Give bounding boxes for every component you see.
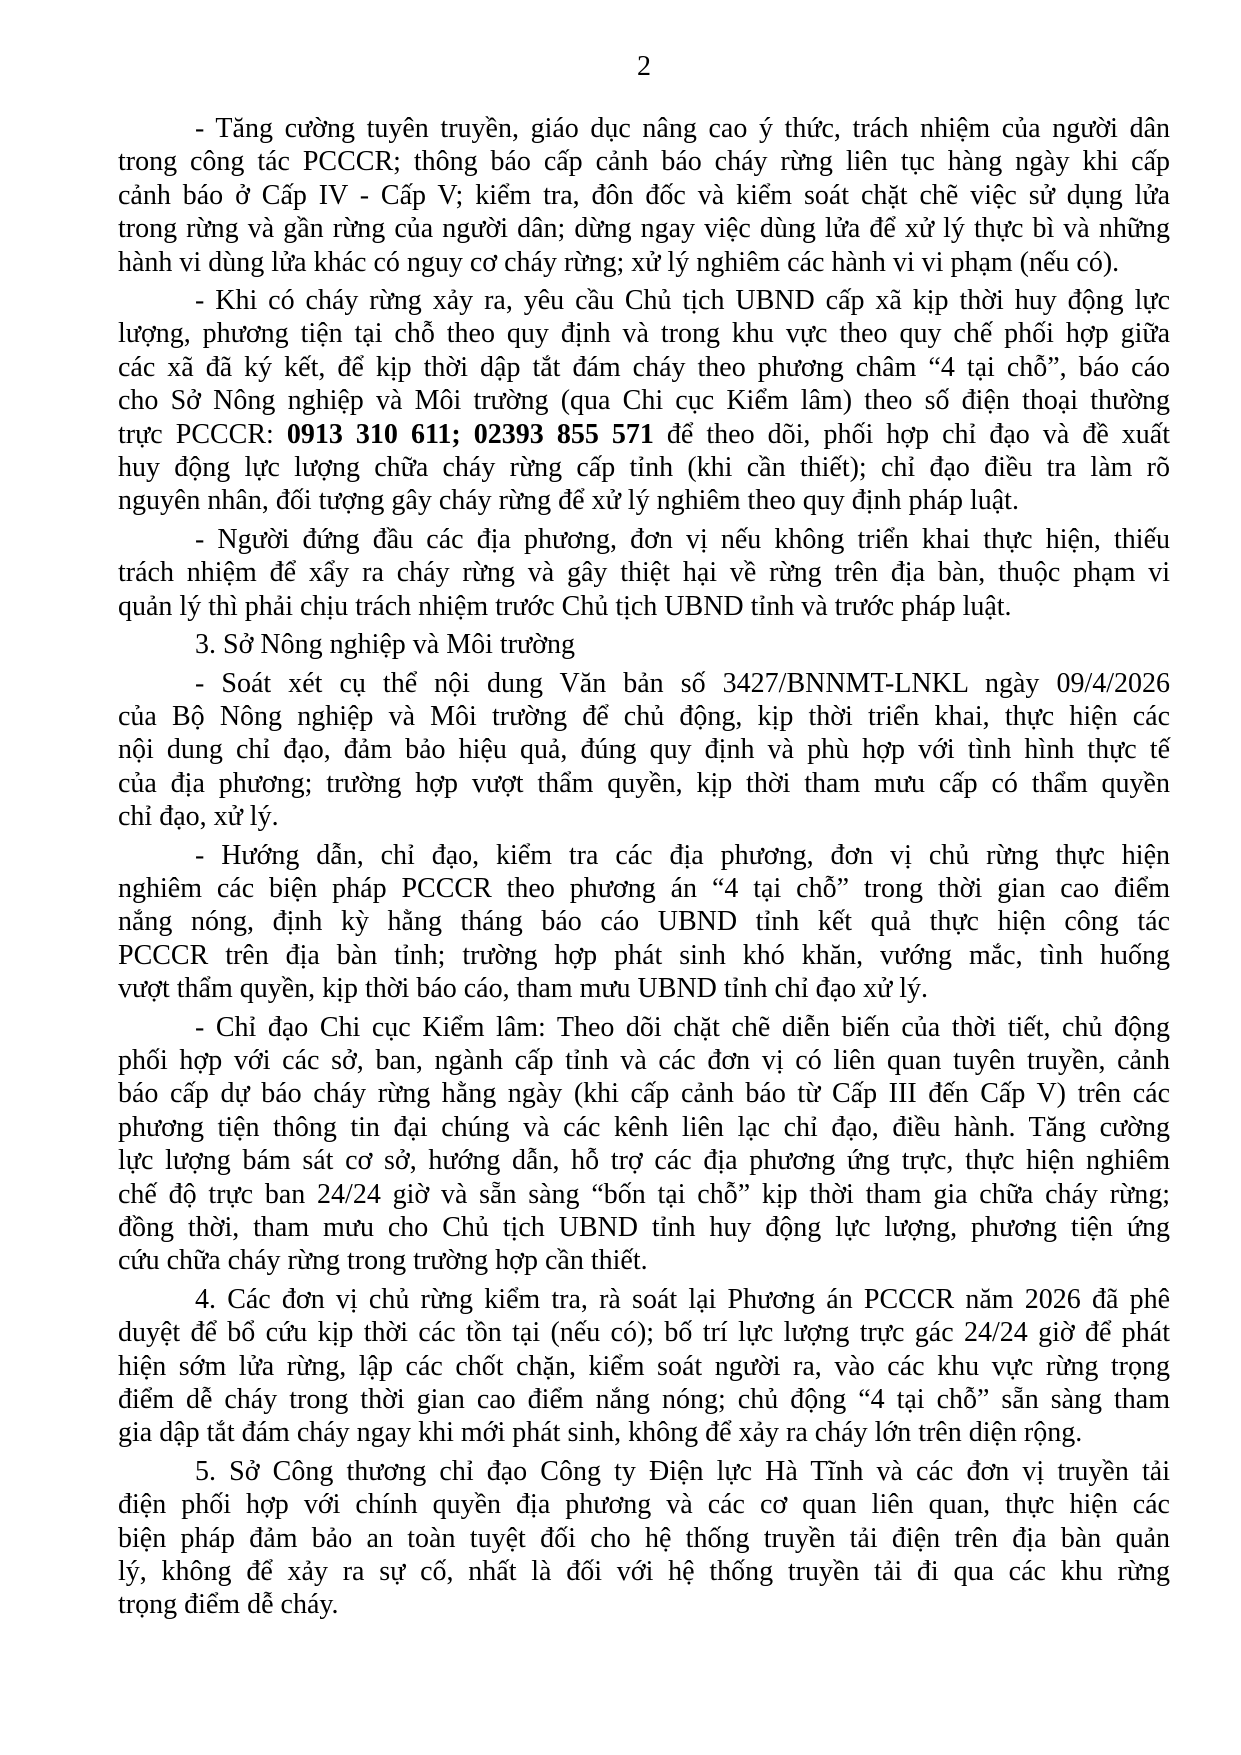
paragraph bbox=[118, 1283, 1170, 1450]
text-segment: các xã đã ký kết, để kịp thời dập tắt đám cháy theo phương châm “4 tại chỗ”, báo cáo bbox=[118, 351, 1170, 383]
text-line bbox=[118, 972, 1170, 1005]
text-segment: duyệt để bổ cứu kịp thời các tồn tại (nếu có); bố trí lực lượng trực gác 24/24 giờ để phát bbox=[118, 1317, 1170, 1349]
text-segment: biện pháp đảm bảo an toàn tuyệt đối cho hệ thống truyền tải điện trên địa bàn quản bbox=[118, 1522, 1170, 1554]
text-segment: huy động lực lượng chữa cháy rừng cấp tỉnh (khi cần thiết); chỉ đạo điều tra làm rõ bbox=[118, 452, 1170, 484]
text-segment: nguyên nhân, đối tượng gây cháy rừng để xử lý nghiêm theo quy định pháp luật. bbox=[118, 485, 1019, 517]
text-line bbox=[118, 1178, 1170, 1211]
text-line bbox=[118, 112, 1170, 145]
text-segment: cảnh báo ở Cấp IV - Cấp V; kiểm tra, đôn đốc và kiểm soát chặt chẽ việc sử dụng lửa bbox=[118, 179, 1170, 211]
text-line bbox=[118, 590, 1170, 623]
text-line bbox=[118, 1111, 1170, 1144]
document-content bbox=[118, 50, 1170, 1627]
text-segment: phương tiện thông tin đại chúng và các kênh liên lạc chỉ đạo, điều hành. Tăng cường bbox=[118, 1111, 1170, 1143]
text-segment: nghiêm các biện pháp PCCCR theo phương án “4 tại chỗ” trong thời gian cao điểm bbox=[118, 872, 1170, 904]
text-segment: - Soát xét cụ thể nội dung Văn bản số 3427/BNNMT-LNKL ngày 09/4/2026 bbox=[195, 667, 1170, 699]
page-number: 2 bbox=[637, 51, 651, 82]
text-line bbox=[118, 556, 1170, 589]
text-segment: của Bộ Nông nghiệp và Môi trường để chủ động, kịp thời triển khai, thực hiện các bbox=[118, 700, 1170, 732]
text-segment: điểm dễ cháy trong thời gian cao điểm nắng nóng; chủ động “4 tại chỗ” sẵn sàng tham bbox=[118, 1384, 1170, 1416]
text-line bbox=[118, 246, 1170, 279]
text-line bbox=[118, 767, 1170, 800]
text-segment: trọng điểm dễ cháy. bbox=[118, 1589, 339, 1621]
text-segment: điện phối hợp với chính quyền địa phương và các cơ quan liên quan, thực hiện các bbox=[118, 1489, 1170, 1521]
text-segment: - Tăng cường tuyên truyền, giáo dục nâng cao ý thức, trách nhiệm của người dân bbox=[195, 113, 1170, 144]
text-segment: hiện sớm lửa rừng, lập các chốt chặn, kiểm soát người ra, vào các khu vực rừng trọng bbox=[118, 1350, 1170, 1382]
text-line bbox=[118, 628, 1170, 661]
text-line bbox=[118, 1588, 1170, 1621]
text-line bbox=[118, 317, 1170, 350]
text-segment: - Người đứng đầu các địa phương, đơn vị nếu không triển khai thực hiện, thiếu bbox=[195, 523, 1170, 555]
paragraph bbox=[118, 628, 1170, 661]
text-segment: hành vi dùng lửa khác có nguy cơ cháy rừng; xử lý nghiêm các hành vi vi phạm (nếu có). bbox=[118, 246, 1120, 278]
text-segment: báo cấp dự báo cháy rừng hằng ngày (khi cấp cảnh báo từ Cấp III đến Cấp V) trên các bbox=[118, 1078, 1170, 1110]
text-line bbox=[118, 1044, 1170, 1077]
text-line bbox=[118, 451, 1170, 484]
document-body bbox=[118, 112, 1170, 1622]
text-segment: trách nhiệm để xẩy ra cháy rừng và gây thiệt hại về rừng trên địa bàn, thuộc phạm vi bbox=[118, 557, 1170, 589]
text-line bbox=[118, 145, 1170, 178]
text-line bbox=[118, 905, 1170, 938]
text-line bbox=[118, 418, 1170, 451]
text-segment: - Hướng dẫn, chỉ đạo, kiểm tra các địa phương, đơn vị chủ rừng thực hiện bbox=[195, 839, 1170, 871]
paragraph bbox=[118, 667, 1170, 834]
text-segment: 3. Sở Nông nghiệp và Môi trường bbox=[195, 629, 575, 661]
text-segment: lực lượng bám sát cơ sở, hướng dẫn, hỗ trợ các địa phương ứng trực, thực hiện nghiêm bbox=[118, 1145, 1170, 1177]
text-line bbox=[118, 1455, 1170, 1488]
paragraph bbox=[118, 1011, 1170, 1278]
text-line bbox=[118, 1011, 1170, 1044]
paragraph bbox=[118, 112, 1170, 279]
text-line bbox=[118, 1144, 1170, 1177]
text-line bbox=[118, 800, 1170, 833]
text-segment: nội dung chỉ đạo, đảm bảo hiệu quả, đúng quy định và phù hợp với tình hình thực tế bbox=[118, 734, 1170, 766]
text-line bbox=[118, 1283, 1170, 1316]
text-line bbox=[118, 1211, 1170, 1244]
phone-numbers-bold: 0913 310 611; 02393 855 571 bbox=[286, 418, 654, 450]
text-line bbox=[118, 667, 1170, 700]
text-segment: trong rừng và gần rừng của người dân; dừng ngay việc dùng lửa để xử lý thực bì và những bbox=[118, 213, 1170, 245]
text-line bbox=[118, 1077, 1170, 1110]
text-line bbox=[118, 1522, 1170, 1555]
text-line bbox=[118, 1316, 1170, 1349]
text-line bbox=[118, 1416, 1170, 1449]
text-segment: để theo dõi, phối hợp chỉ đạo và đề xuất bbox=[653, 418, 1170, 450]
text-line bbox=[118, 284, 1170, 317]
text-line bbox=[118, 872, 1170, 905]
text-line bbox=[118, 484, 1170, 517]
text-line bbox=[118, 733, 1170, 766]
text-segment: quản lý thì phải chịu trách nhiệm trước Chủ tịch UBND tỉnh và trước pháp luật. bbox=[118, 590, 1012, 622]
paragraph bbox=[118, 1455, 1170, 1622]
text-segment: PCCCR trên địa bàn tỉnh; trường hợp phát sinh khó khăn, vướng mắc, tình huống bbox=[118, 939, 1170, 971]
text-segment: lượng, phương tiện tại chỗ theo quy định và trong khu vực theo quy chế phối hợp giữa bbox=[118, 318, 1170, 350]
text-segment: đồng thời, tham mưu cho Chủ tịch UBND tỉnh huy động lực lượng, phương tiện ứng bbox=[118, 1212, 1170, 1243]
text-line bbox=[118, 523, 1170, 556]
text-line bbox=[118, 939, 1170, 972]
text-line bbox=[118, 1555, 1170, 1588]
text-segment: trực PCCCR: bbox=[118, 418, 287, 450]
text-line bbox=[118, 384, 1170, 417]
text-segment: cứu chữa cháy rừng trong trường hợp cần thiết. bbox=[118, 1245, 648, 1277]
text-line bbox=[118, 700, 1170, 733]
text-line bbox=[118, 1488, 1170, 1521]
text-line bbox=[118, 1244, 1170, 1277]
text-segment: - Khi có cháy rừng xảy ra, yêu cầu Chủ tịch UBND cấp xã kịp thời huy động lực bbox=[195, 285, 1170, 317]
text-segment: của địa phương; trường hợp vượt thẩm quyền, kịp thời tham mưu cấp có thẩm quyền bbox=[118, 767, 1170, 799]
paragraph bbox=[118, 284, 1170, 518]
paragraph bbox=[118, 839, 1170, 1006]
text-line bbox=[118, 839, 1170, 872]
text-line bbox=[118, 179, 1170, 212]
text-segment: phối hợp với các sở, ban, ngành cấp tỉnh và các đơn vị có liên quan tuyên truyền, cảnh bbox=[118, 1044, 1170, 1076]
text-line bbox=[118, 212, 1170, 245]
text-segment: chỉ đạo, xử lý. bbox=[118, 801, 279, 833]
text-segment: trong công tác PCCCR; thông báo cấp cảnh báo cháy rừng liên tục hàng ngày khi cấp bbox=[118, 146, 1170, 178]
text-segment: cho Sở Nông nghiệp và Môi trường (qua Chi cục Kiểm lâm) theo số điện thoại thường bbox=[118, 385, 1170, 417]
text-segment: nắng nóng, định kỳ hằng tháng báo cáo UBND tỉnh kết quả thực hiện công tác bbox=[118, 906, 1170, 938]
text-line bbox=[118, 351, 1170, 384]
paragraph bbox=[118, 523, 1170, 623]
text-segment: chế độ trực ban 24/24 giờ và sẵn sàng “bốn tại chỗ” kịp thời tham gia chữa cháy rừng; bbox=[118, 1178, 1170, 1210]
text-line bbox=[118, 1350, 1170, 1383]
text-segment: 5. Sở Công thương chỉ đạo Công ty Điện lực Hà Tĩnh và các đơn vị truyền tải bbox=[195, 1455, 1170, 1487]
text-line bbox=[118, 1383, 1170, 1416]
text-segment: 4. Các đơn vị chủ rừng kiểm tra, rà soát lại Phương án PCCCR năm 2026 đã phê bbox=[195, 1283, 1170, 1315]
text-segment: - Chỉ đạo Chi cục Kiểm lâm: Theo dõi chặt chẽ diễn biến của thời tiết, chủ động bbox=[195, 1011, 1170, 1043]
text-segment: vượt thẩm quyền, kịp thời báo cáo, tham mưu UBND tỉnh chỉ đạo xử lý. bbox=[118, 973, 929, 1005]
text-segment: gia dập tắt đám cháy ngay khi mới phát sinh, không để xảy ra cháy lớn trên diện rộng. bbox=[118, 1417, 1083, 1449]
text-segment: lý, không để xảy ra sự cố, nhất là đối với hệ thống truyền tải đi qua các khu rừng bbox=[118, 1556, 1170, 1588]
